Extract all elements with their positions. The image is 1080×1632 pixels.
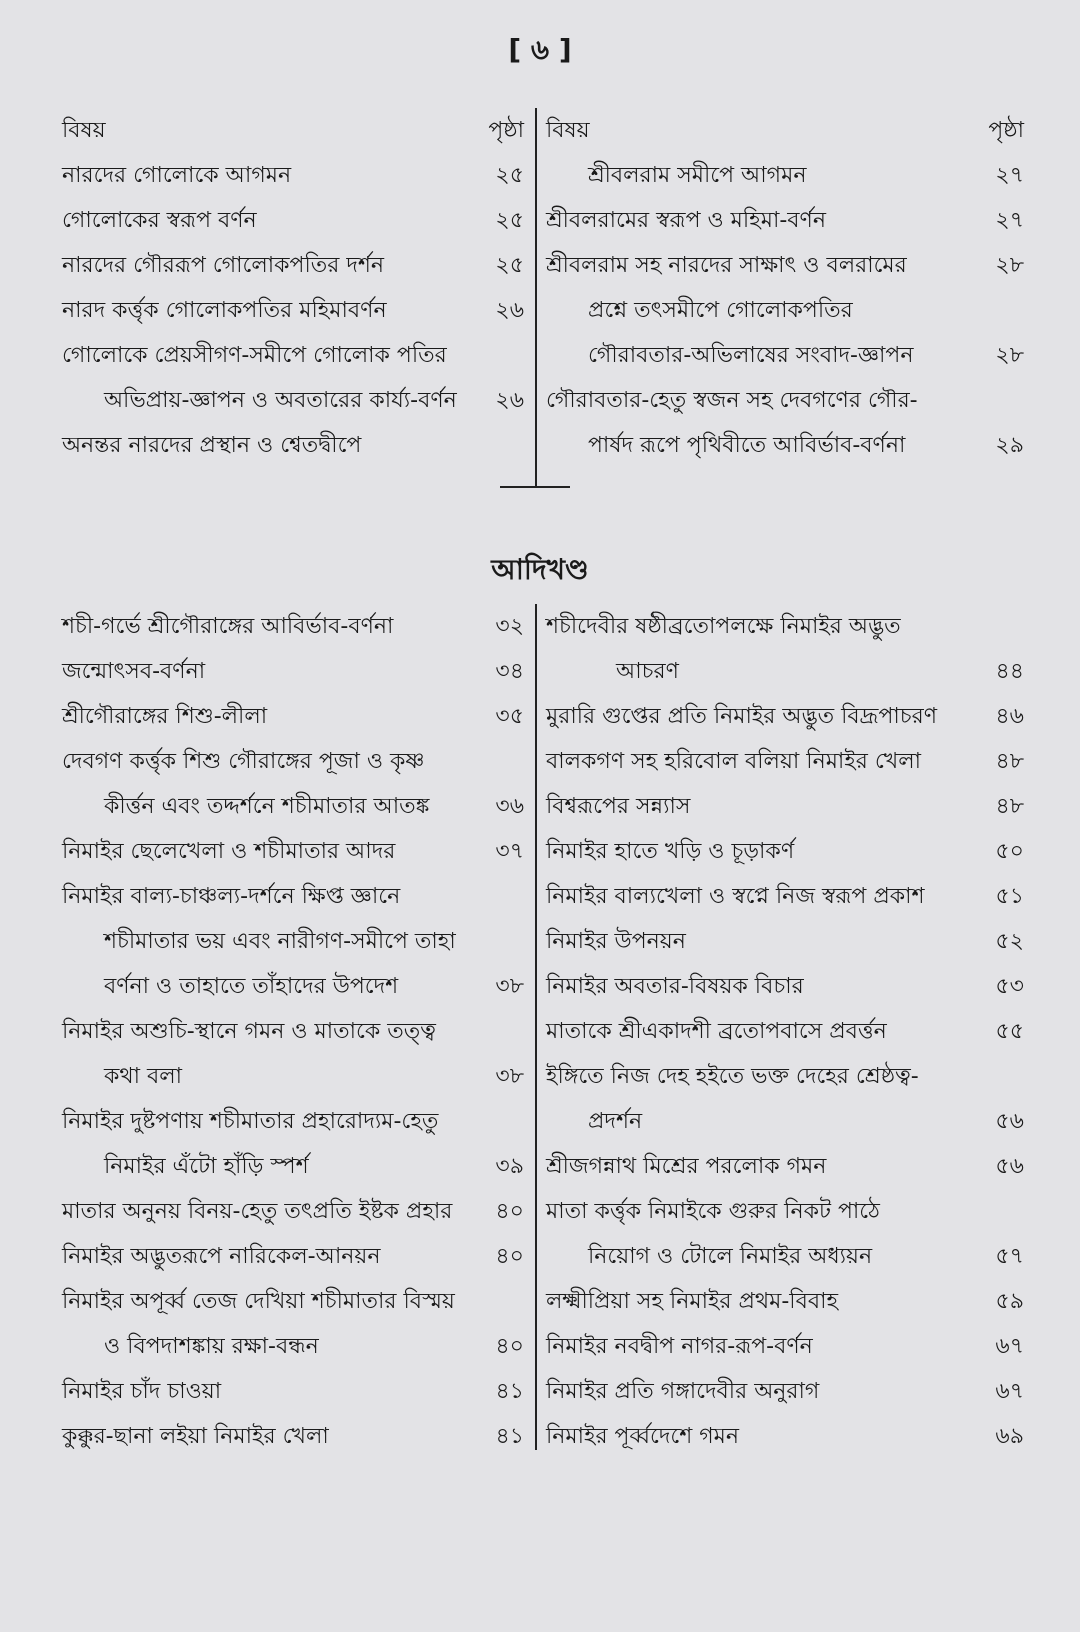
column-header [62, 108, 524, 153]
column-header [546, 108, 1024, 153]
toc-entry: দেবগণ কর্ত্তৃক শিশু গৌরাঙ্গের পূজা ও কৃষ্ণ [62, 749, 425, 774]
toc-entry: শ্রীগৌরাঙ্গের শিশু-লীলা ৩৫ [62, 704, 524, 729]
toc-entry: শচীদেবীর ষষ্ঠীব্রতোপলক্ষে নিমাইর অদ্ভুত [546, 614, 901, 639]
toc-entry: শ্রীবলরামের স্বরূপ ও মহিমা-বর্ণন ২৭ [546, 208, 1024, 233]
toc-entry: নিমাইর এঁটো হাঁড়ি স্পর্শ ৩৯ [104, 1154, 524, 1179]
toc-column-left [62, 604, 524, 1459]
toc-column-left [62, 108, 524, 468]
toc-entry: নিমাইর অশুচি-স্থানে গমন ও মাতাকে তত্ত্ব [62, 1019, 436, 1044]
toc-entry: বর্ণনা ও তাহাতে তাঁহাদের উপদেশ ৩৮ [104, 974, 524, 999]
toc-entry: নিমাইর ছেলেখেলা ও শচীমাতার আদর ৩৭ [62, 839, 524, 864]
header-page: পৃষ্ঠা [488, 118, 524, 143]
toc-entry: ও বিপদাশঙ্কায় রক্ষা-বন্ধন ৪০ [104, 1334, 524, 1359]
header-page: পৃষ্ঠা [988, 118, 1024, 143]
toc-entry: মাতার অনুনয় বিনয়-হেতু তৎপ্রতি ইষ্টক প্রহার ৪০ [62, 1199, 524, 1224]
toc-entry: কীর্ত্তন এবং তদ্দর্শনে শচীমাতার আতঙ্ক ৩৬ [104, 794, 524, 819]
toc-entry: আচরণ ৪৪ [616, 659, 1024, 684]
toc-entry: জন্মোৎসব-বর্ণনা ৩৪ [62, 659, 524, 684]
toc-entry: মাতা কর্ত্তৃক নিমাইকে গুরুর নিকট পাঠে [546, 1199, 880, 1224]
toc-entry: শ্রীবলরাম সমীপে আগমন ২৭ [588, 163, 1024, 188]
toc-entry: গোলোকে প্রেয়সীগণ-সমীপে গোলোক পতির [62, 343, 447, 368]
toc-column-right [546, 604, 1024, 1459]
toc-entry: শচীমাতার ভয় এবং নারীগণ-সমীপে তাহা [104, 929, 456, 954]
toc-entry: প্রদর্শন ৫৬ [588, 1109, 1024, 1134]
toc-entry: নিমাইর উপনয়ন ৫২ [546, 929, 1024, 954]
toc-entry: নিয়োগ ও টোলে নিমাইর অধ্যয়ন ৫৭ [588, 1244, 1024, 1269]
header-subject: বিষয় [62, 118, 106, 143]
toc-entry: গোলোকের স্বরূপ বর্ণন ২৫ [62, 208, 524, 233]
toc-entry: বালকগণ সহ হরিবোল বলিয়া নিমাইর খেলা ৪৮ [546, 749, 1024, 774]
column-divider [535, 604, 537, 1450]
section-title: আদিখণ্ড [491, 553, 589, 586]
toc-entry: নিমাইর চাঁদ চাওয়া ৪১ [62, 1379, 524, 1404]
toc-entry: বিশ্বরূপের সন্ন্যাস ৪৮ [546, 794, 1024, 819]
toc-entry: নিমাইর নবদ্বীপ নাগর-রূপ-বর্ণন ৬৭ [546, 1334, 1024, 1359]
toc-entry: নিমাইর অবতার-বিষয়ক বিচার ৫৩ [546, 974, 1024, 999]
toc-entry: নিমাইর বাল্য-চাঞ্চল্য-দর্শনে ক্ষিপ্ত জ্ঞানে [62, 884, 401, 909]
toc-entry: মুরারি গুপ্তের প্রতি নিমাইর অদ্ভুত বিদ্রূপাচরণ ৪৬ [546, 704, 1024, 729]
toc-entry: নিমাইর অদ্ভুতরূপে নারিকেল-আনয়ন ৪০ [62, 1244, 524, 1269]
toc-entry: পার্ষদ রূপে পৃথিবীতে আবির্ভাব-বর্ণনা ২৯ [588, 433, 1024, 458]
toc-entry: অনন্তর নারদের প্রস্থান ও শ্বেতদ্বীপে [62, 433, 362, 458]
toc-entry: ইঙ্গিতে নিজ দেহ হইতে ভক্ত দেহের শ্রেষ্ঠত্ব- [546, 1064, 919, 1089]
toc-entry: নিমাইর হাতে খড়ি ও চূড়াকর্ণ ৫০ [546, 839, 1024, 864]
toc-entry: নিমাইর অপূর্ব্ব তেজ দেখিয়া শচীমাতার বিস্ময় [62, 1289, 455, 1314]
page-number: [ ৬ ] [508, 33, 572, 66]
toc-entry: মাতাকে শ্রীএকাদশী ব্রতোপবাসে প্রবর্ত্তন ৫৫ [546, 1019, 1024, 1044]
toc-entry: প্রশ্নে তৎসমীপে গোলোকপতির [588, 298, 853, 323]
toc-entry: কথা বলা ৩৮ [104, 1064, 524, 1089]
toc-entry: গৌরাবতার-হেতু স্বজন সহ দেবগণের গৌর- [546, 388, 918, 413]
toc-entry: নারদের গোলোকে আগমন ২৫ [62, 163, 524, 188]
toc-entry: লক্ষ্মীপ্রিয়া সহ নিমাইর প্রথম-বিবাহ ৫৯ [546, 1289, 1024, 1314]
section-separator [500, 486, 570, 488]
toc-entry: শ্রীবলরাম সহ নারদের সাক্ষাৎ ও বলরামের ২৮ [546, 253, 1024, 278]
toc-column-right [546, 108, 1024, 468]
toc-entry: নিমাইর দুষ্টপণায় শচীমাতার প্রহারোদ্যম-হেতু [62, 1109, 439, 1134]
toc-entry: নিমাইর প্রতি গঙ্গাদেবীর অনুরাগ ৬৭ [546, 1379, 1024, 1404]
toc-entry: গৌরাবতার-অভিলাষের সংবাদ-জ্ঞাপন ২৮ [588, 343, 1024, 368]
toc-entry: অভিপ্রায়-জ্ঞাপন ও অবতারের কার্য্য-বর্ণন ২৬ [104, 388, 524, 413]
column-divider [535, 108, 537, 486]
toc-entry: নিমাইর পূর্ব্বদেশে গমন ৬৯ [546, 1424, 1024, 1449]
toc-entry: শচী-গর্ভে শ্রীগৌরাঙ্গের আবির্ভাব-বর্ণনা ৩২ [62, 614, 524, 639]
toc-entry: শ্রীজগন্নাথ মিশ্রের পরলোক গমন ৫৬ [546, 1154, 1024, 1179]
toc-entry: নিমাইর বাল্যখেলা ও স্বপ্নে নিজ স্বরূপ প্রকাশ ৫১ [546, 884, 1024, 909]
toc-entry: নারদের গৌররূপ গোলোকপতির দর্শন ২৫ [62, 253, 524, 278]
toc-entry: কুক্কুর-ছানা লইয়া নিমাইর খেলা ৪১ [62, 1424, 524, 1449]
toc-entry: নারদ কর্ত্তৃক গোলোকপতির মহিমাবর্ণন ২৬ [62, 298, 524, 323]
header-subject: বিষয় [546, 118, 590, 143]
